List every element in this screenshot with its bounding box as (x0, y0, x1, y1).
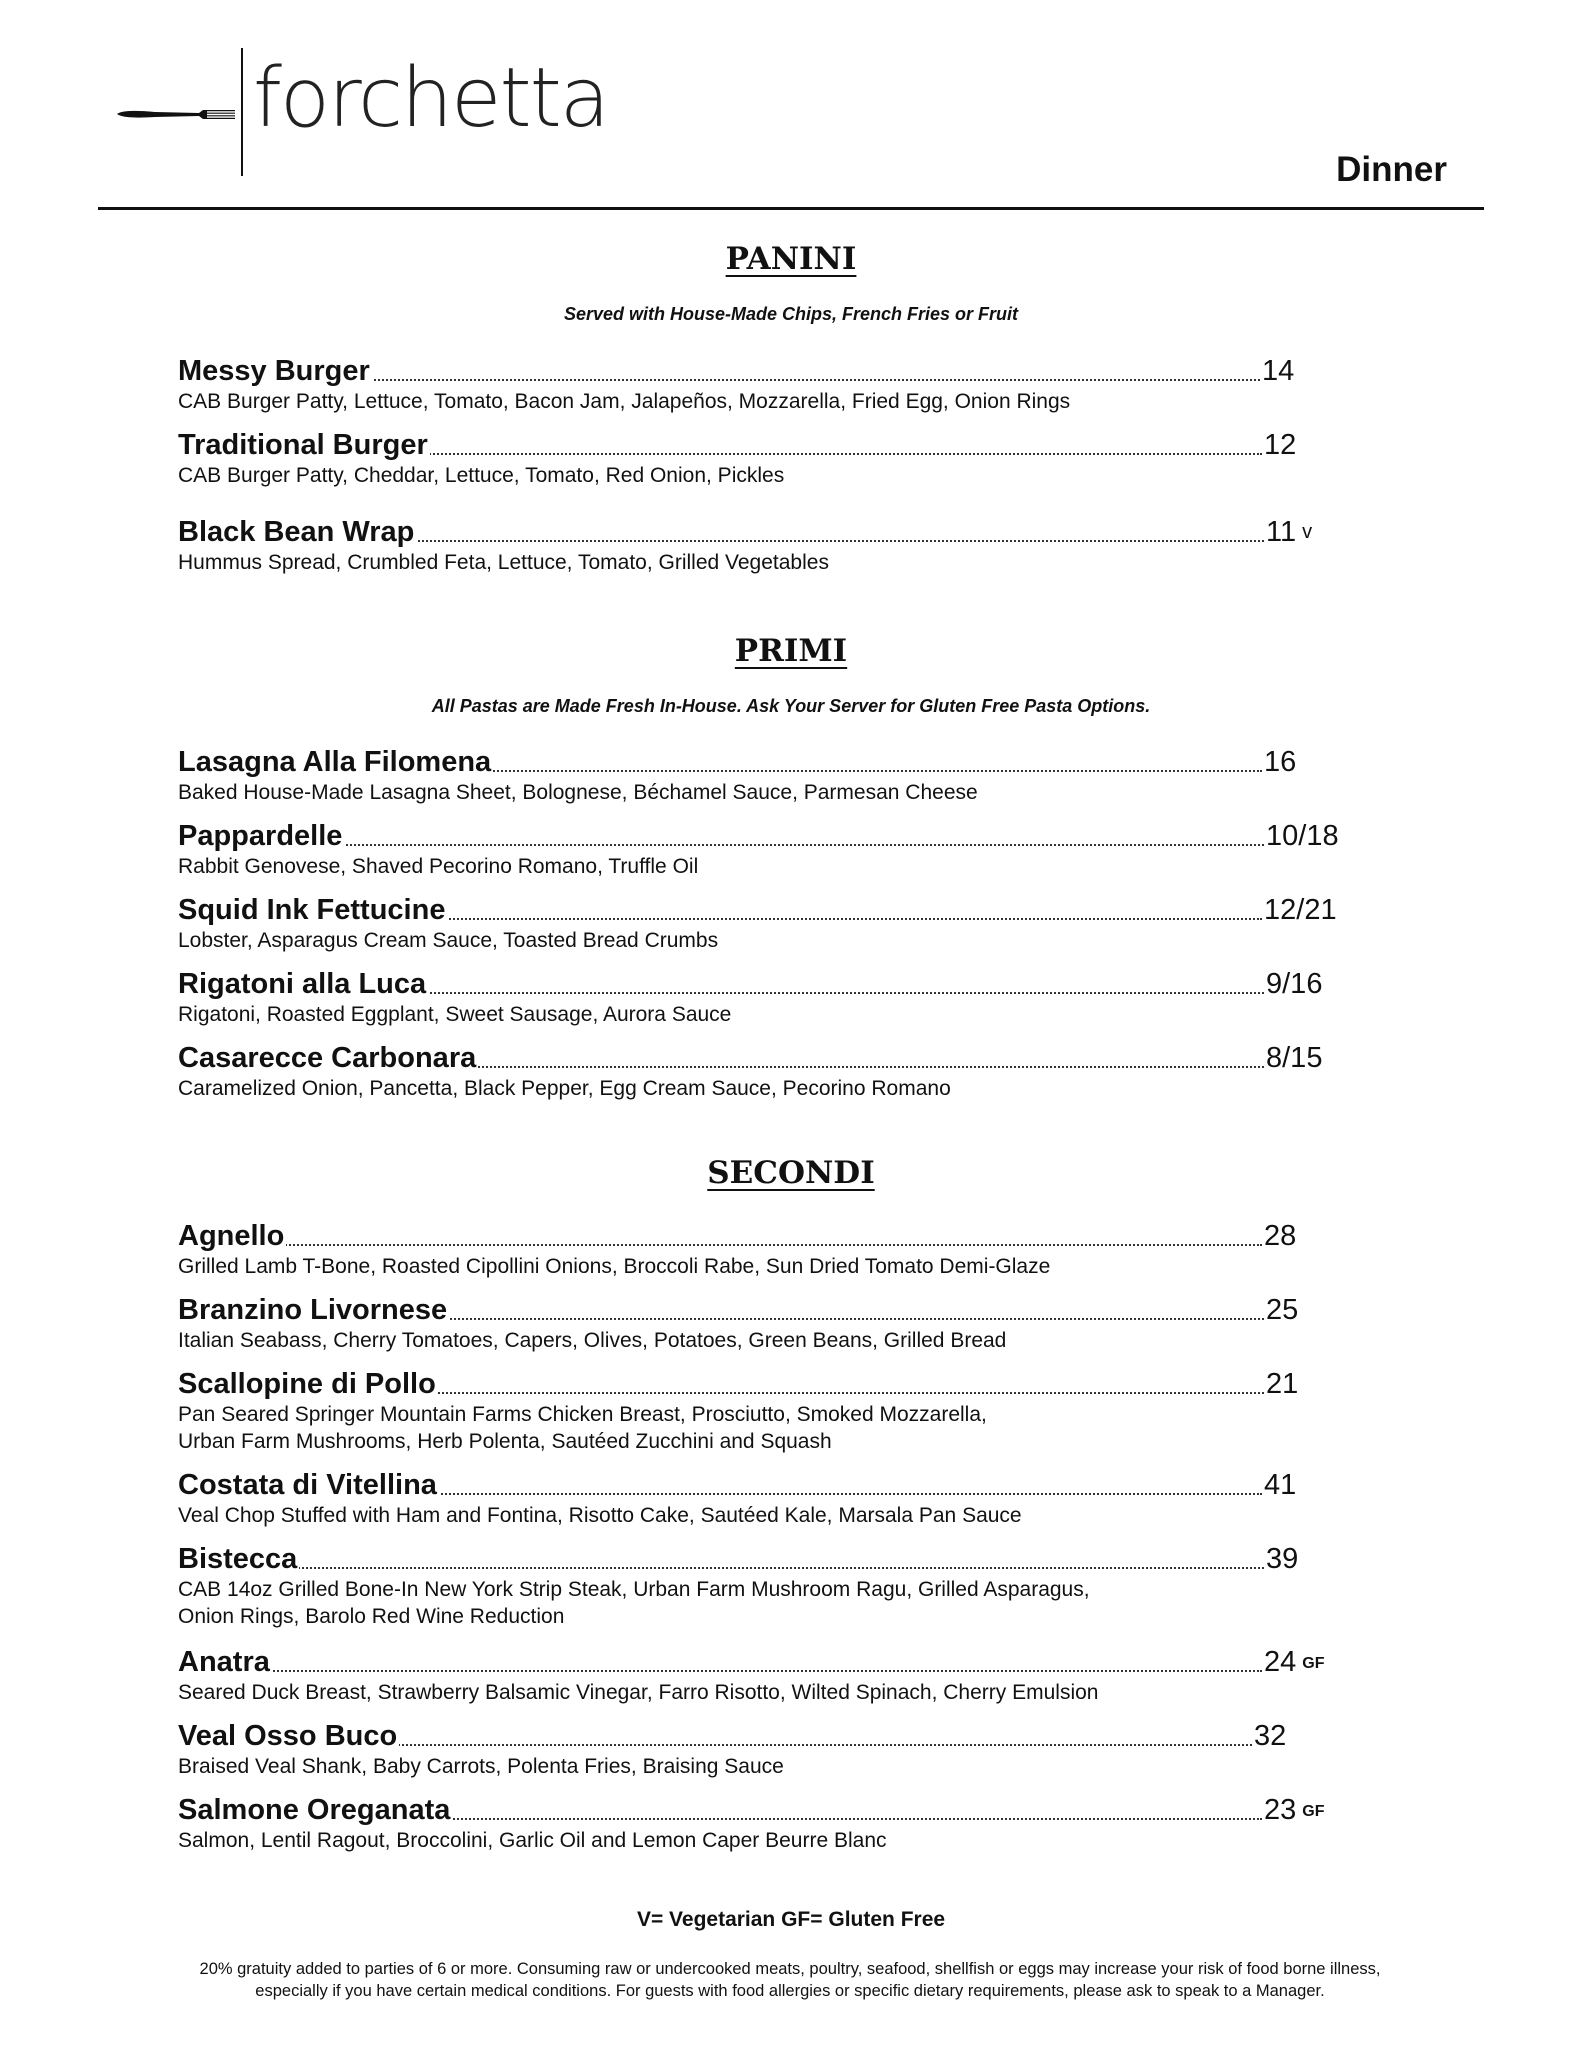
menu-item (178, 967, 1378, 1028)
item-description: Braised Veal Shank, Baby Carrots, Polenta Fries, Braising Sauce (178, 1755, 784, 1778)
item-description: CAB Burger Patty, Lettuce, Tomato, Bacon Jam, Jalapeños, Mozzarella, Fried Egg, Onion Rings (178, 390, 1071, 413)
item-description: Baked House-Made Lasagna Sheet, Bolognese, Béchamel Sauce, Parmesan Cheese (178, 781, 978, 804)
item-name: Squid Ink Fettucine (178, 894, 446, 926)
item-description: Italian Seabass, Cherry Tomatoes, Capers, Olives, Potatoes, Green Beans, Grilled Bread (178, 1329, 1007, 1352)
menu-item (178, 1542, 1378, 1630)
item-price: 12 (1264, 429, 1297, 461)
item-price: 14 (1262, 355, 1295, 387)
menu-item (178, 515, 1378, 576)
menu-item (178, 1219, 1378, 1280)
disclaimer (120, 1958, 1460, 2002)
logo (115, 48, 609, 176)
item-price: 25 (1266, 1294, 1299, 1326)
item-name: Pappardelle (178, 820, 343, 852)
dietary-legend: V= Vegetarian GF= Gluten Free (636, 1908, 946, 1931)
item-name: Branzino Livornese (178, 1294, 448, 1326)
item-description: Caramelized Onion, Pancetta, Black Pepper, Egg Cream Sauce, Pecorino Romano (178, 1077, 951, 1100)
section-title-panini: PANINI (725, 241, 857, 277)
item-description: Rigatoni, Roasted Eggplant, Sweet Sausage, Aurora Sauce (178, 1003, 732, 1026)
item-name: Anatra (178, 1646, 270, 1678)
header-rule (98, 207, 1484, 210)
menu-item (178, 1367, 1378, 1455)
section-note-panini: Served with House-Made Chips, French Fries or Fruit (563, 304, 1019, 324)
brand-name: forchetta (253, 51, 609, 146)
disclaimer-line-1: 20% gratuity added to parties of 6 or more. Consuming raw or undercooked meats, poultry, seafood, shellfish or eggs may increase your risk of food borne illness, (199, 1960, 1381, 1978)
item-name: Messy Burger (178, 355, 370, 387)
gluten-free-tag: GF (1302, 1803, 1325, 1820)
dot-leader (178, 1244, 1262, 1246)
vegetarian-tag: v (1302, 521, 1313, 543)
dot-leader (178, 1670, 1262, 1672)
item-price: 24 GF (1262, 1645, 1324, 1681)
menu-item (178, 1468, 1378, 1529)
item-name: Black Bean Wrap (178, 516, 415, 548)
disclaimer-line-2: especially if you have certain medical conditions. For guests with food allergies or specific dietary requirements, please ask to speak to a Manager. (255, 1982, 1325, 2000)
section-note-primi: All Pastas are Made Fresh In-House. Ask Your Server for Gluten Free Pasta Options. (431, 696, 1151, 716)
menu-item (178, 1293, 1378, 1354)
item-price: 39 (1266, 1543, 1299, 1575)
logo-divider (241, 48, 243, 176)
item-price: 10/18 (1266, 820, 1339, 852)
menu-item (178, 354, 1378, 415)
item-description-line2: Onion Rings, Barolo Red Wine Reduction (178, 1605, 565, 1628)
menu-item (178, 1645, 1378, 1706)
item-price: 41 (1264, 1469, 1297, 1501)
item-name: Costata di Vitellina (178, 1469, 437, 1501)
gluten-free-tag: GF (1302, 1655, 1325, 1672)
menu-item (178, 819, 1378, 880)
item-name: Traditional Burger (178, 429, 428, 461)
item-name: Salmone Oreganata (178, 1794, 451, 1826)
item-price: 21 (1266, 1368, 1299, 1400)
item-price: 32 (1254, 1720, 1287, 1752)
item-description: Veal Chop Stuffed with Ham and Fontina, Risotto Cake, Sautéed Kale, Marsala Pan Sauce (178, 1504, 1022, 1527)
item-description: Seared Duck Breast, Strawberry Balsamic Vinegar, Farro Risotto, Wilted Spinach, Cherry Emulsion (178, 1681, 1099, 1704)
item-price: 11 v (1266, 516, 1313, 548)
item-name: Agnello (178, 1220, 285, 1252)
item-name: Lasagna Alla Filomena (178, 746, 492, 778)
item-description: CAB Burger Patty, Cheddar, Lettuce, Tomato, Red Onion, Pickles (178, 464, 785, 487)
item-name: Casarecce Carbonara (178, 1042, 477, 1074)
section-title-secondi: SECONDI (707, 1155, 875, 1191)
menu-item (178, 893, 1378, 954)
menu-item (178, 745, 1378, 806)
dot-leader (178, 1567, 1264, 1569)
item-price: 23 GF (1262, 1793, 1324, 1829)
item-name: Scallopine di Pollo (178, 1368, 436, 1400)
item-price: 12/21 (1264, 894, 1337, 926)
menu-item (178, 428, 1378, 489)
item-description: Pan Seared Springer Mountain Farms Chicken Breast, Prosciutto, Smoked Mozzarella, (178, 1403, 987, 1426)
menu-item (178, 1793, 1378, 1854)
item-description: Rabbit Genovese, Shaved Pecorino Romano, Truffle Oil (178, 855, 699, 878)
item-description: Lobster, Asparagus Cream Sauce, Toasted Bread Crumbs (178, 929, 719, 952)
item-price: 28 (1264, 1220, 1297, 1252)
item-description: CAB 14oz Grilled Bone-In New York Strip Steak, Urban Farm Mushroom Ragu, Grilled Asparagus, (178, 1578, 1090, 1601)
item-price: 16 (1264, 746, 1297, 778)
item-description: Grilled Lamb T-Bone, Roasted Cipollini Onions, Broccoli Rabe, Sun Dried Tomato Demi-Glaze (178, 1255, 1051, 1278)
menu-item (178, 1719, 1378, 1780)
item-description: Hummus Spread, Crumbled Feta, Lettuce, Tomato, Grilled Vegetables (178, 551, 829, 574)
menu-item (178, 1041, 1378, 1102)
item-description-line2: Urban Farm Mushrooms, Herb Polenta, Sautéed Zucchini and Squash (178, 1430, 832, 1453)
item-name: Veal Osso Buco (178, 1720, 398, 1752)
item-name: Bistecca (178, 1543, 298, 1575)
item-price: 9/16 (1266, 968, 1323, 1000)
meal-period-title: Dinner (1336, 150, 1447, 189)
item-description: Salmon, Lentil Ragout, Broccolini, Garlic Oil and Lemon Caper Beurre Blanc (178, 1829, 887, 1852)
item-price: 8/15 (1266, 1042, 1323, 1074)
fork-icon (115, 106, 235, 122)
item-name: Rigatoni alla Luca (178, 968, 427, 1000)
section-title-primi: PRIMI (734, 633, 848, 669)
